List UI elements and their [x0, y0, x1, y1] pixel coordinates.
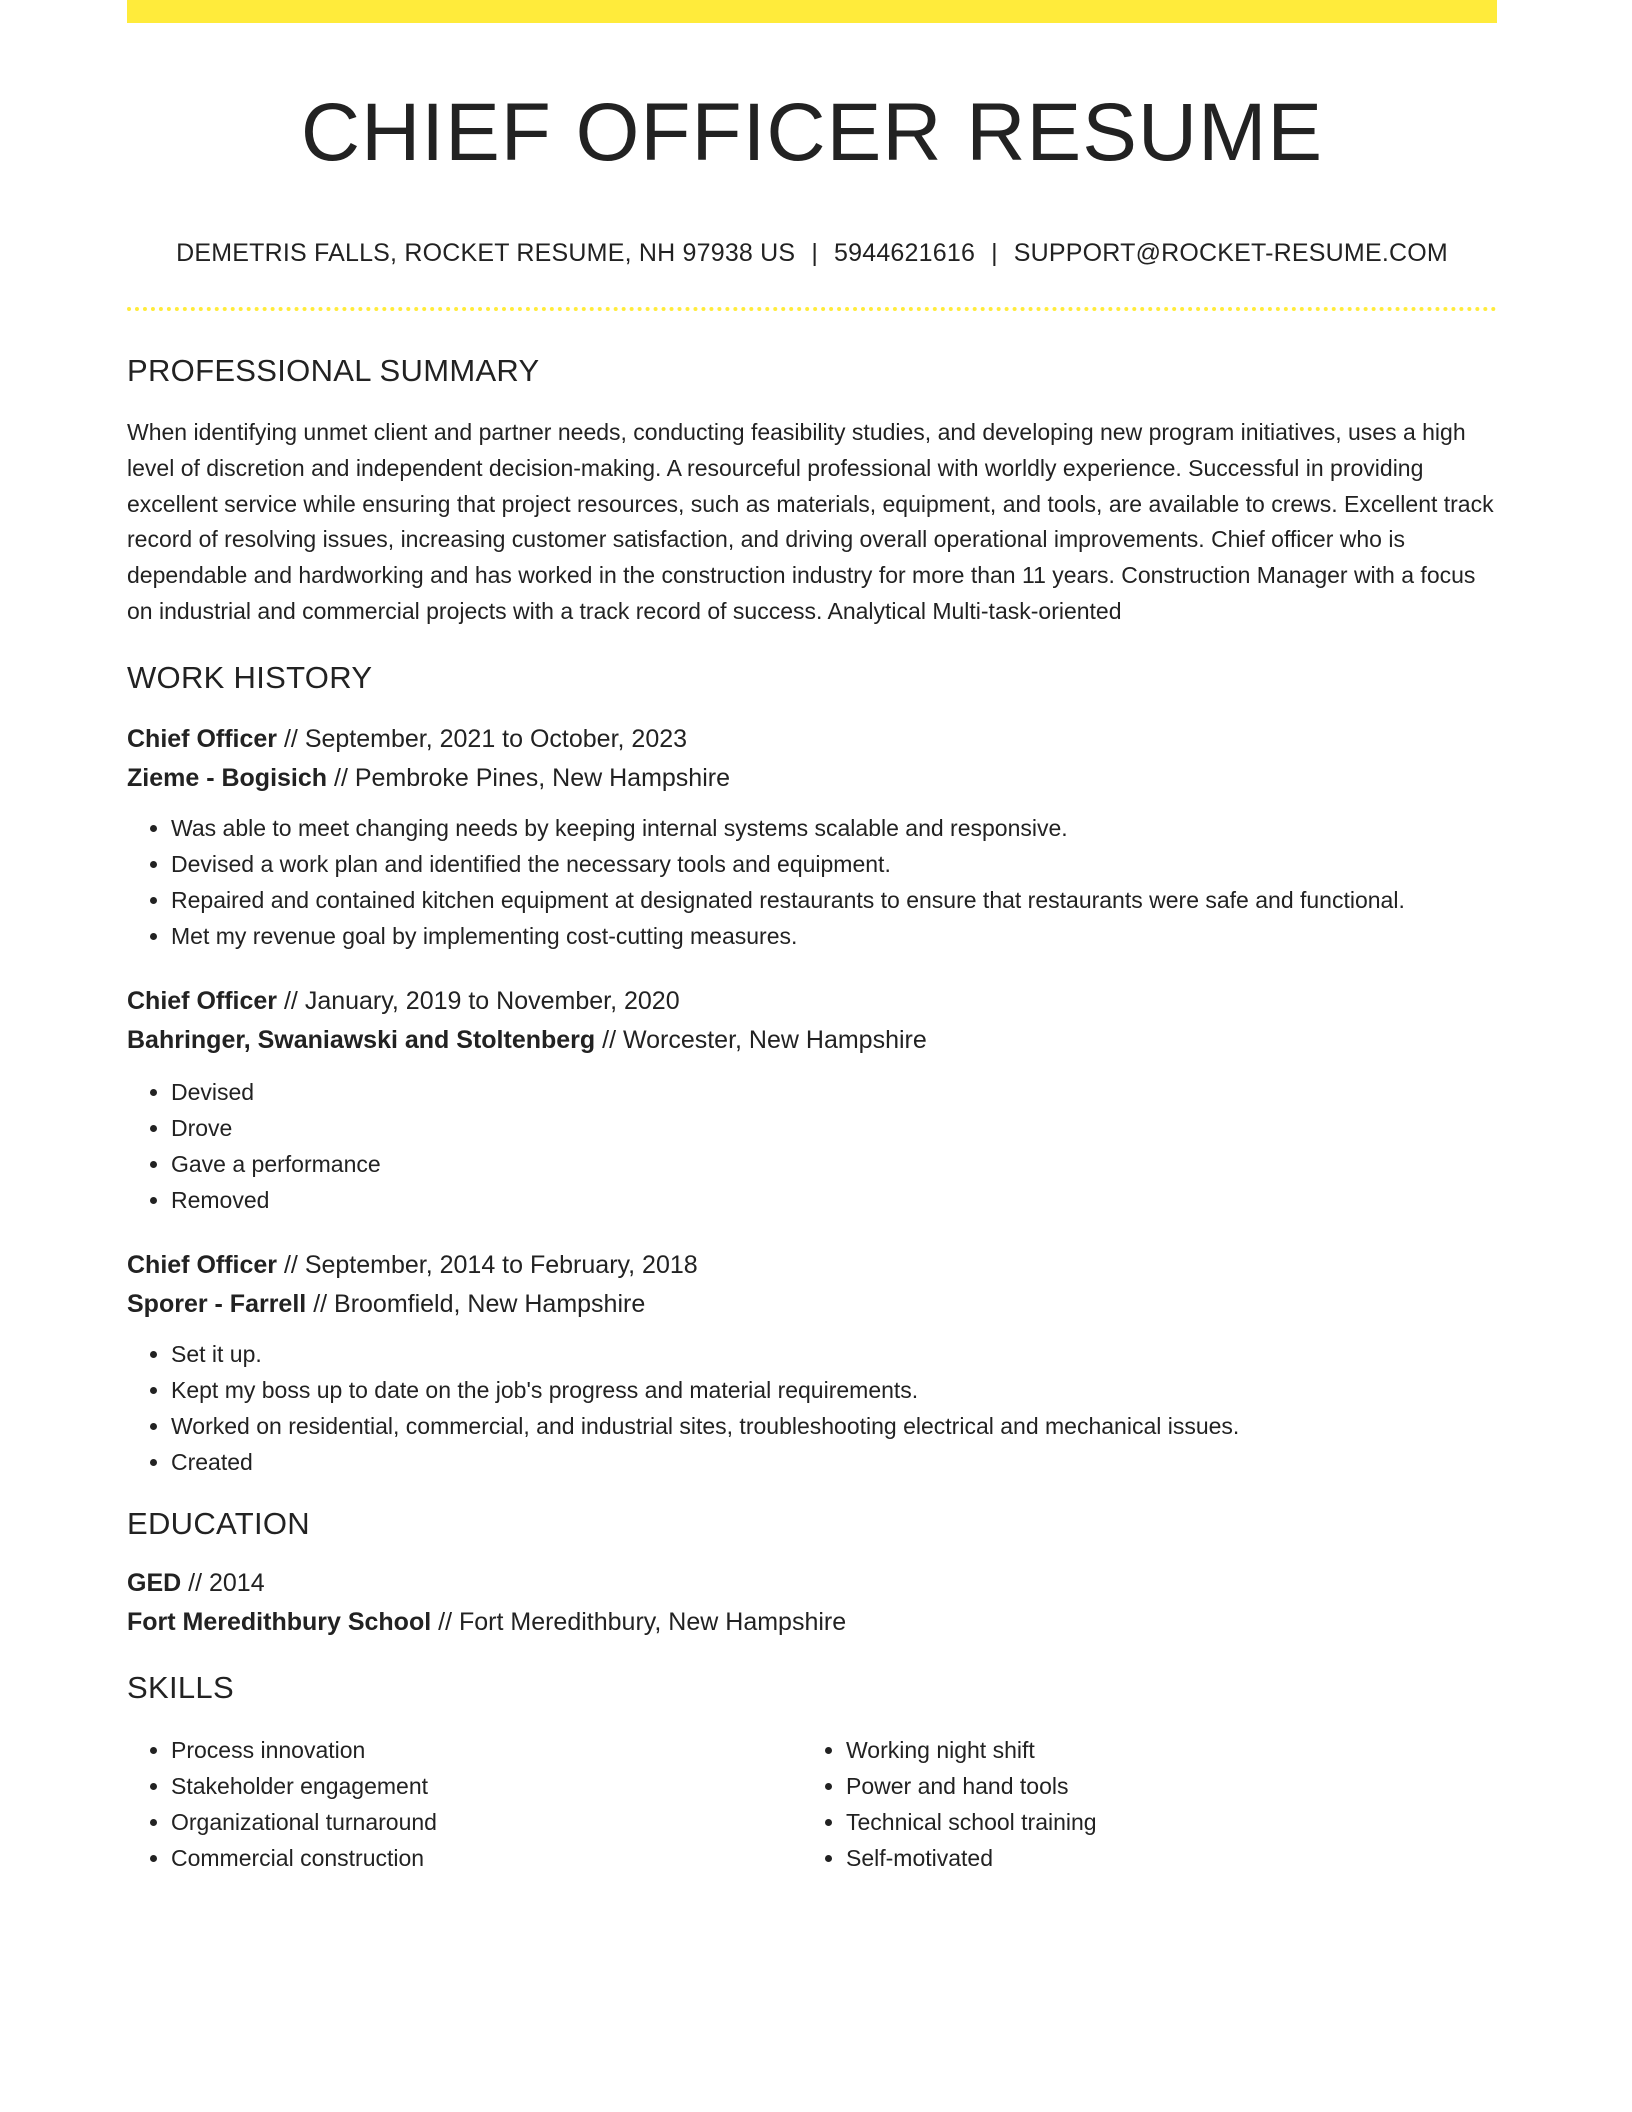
job-entry — [127, 1246, 1497, 1480]
skill-item: • Organizational turnaround — [171, 1804, 802, 1840]
list-item: • Removed — [171, 1182, 1497, 1218]
skill-item: • Technical school training — [846, 1804, 1477, 1840]
skills-columns — [127, 1732, 1497, 1876]
contact-phone: 5944621616 — [834, 239, 976, 267]
skill-item: • Power and hand tools — [846, 1768, 1477, 1804]
education-school-line — [127, 1603, 1497, 1642]
job-bullets — [127, 1074, 1497, 1218]
summary-heading: PROFESSIONAL SUMMARY — [127, 353, 540, 388]
contact-separator: | — [991, 239, 998, 267]
skills-list-right — [802, 1732, 1477, 1876]
list-item: • Repaired and contained kitchen equipment at designated restaurants to ensure that restaurants were safe and functional. — [171, 882, 1497, 918]
job-location: // Broomfield, New Hampshire — [313, 1289, 646, 1318]
list-item: • Created — [171, 1444, 1497, 1480]
skills-heading: SKILLS — [127, 1669, 234, 1705]
contact-separator: | — [811, 239, 819, 267]
education-location: // Fort Meredithbury, New Hampshire — [438, 1607, 847, 1636]
list-item: • Set it up. — [171, 1336, 1497, 1372]
job-dates: // September, 2014 to February, 2018 — [283, 1250, 698, 1279]
top-accent-bar — [127, 0, 1497, 23]
education-degree: GED — [127, 1568, 182, 1597]
skills-column-left — [127, 1732, 802, 1876]
education-entry — [127, 1564, 1497, 1642]
list-item: • Worked on residential, commercial, and industrial sites, troubleshooting electrical and mechanical issues. — [171, 1408, 1497, 1444]
education-school: Fort Meredithbury School — [127, 1607, 432, 1636]
list-item: • Drove — [171, 1110, 1497, 1146]
job-location: // Worcester, New Hampshire — [602, 1025, 927, 1054]
skill-item: • Working night shift — [846, 1732, 1477, 1768]
job-dates: // September, 2021 to October, 2023 — [283, 724, 688, 753]
skill-item: • Commercial construction — [171, 1840, 802, 1876]
education-year: // 2014 — [188, 1568, 265, 1597]
list-item: • Devised — [171, 1074, 1497, 1110]
list-item: • Gave a performance — [171, 1146, 1497, 1182]
job-company: Zieme - Bogisich — [127, 763, 328, 792]
job-entry — [127, 982, 1497, 1218]
skill-item: • Process innovation — [171, 1732, 802, 1768]
list-item: • Was able to meet changing needs by keeping internal systems scalable and responsive. — [171, 810, 1497, 846]
job-company: Sporer - Farrell — [127, 1289, 307, 1318]
list-item: • Kept my boss up to date on the job's progress and material requirements. — [171, 1372, 1497, 1408]
contact-address: DEMETRIS FALLS, ROCKET RESUME, NH 97938 US — [176, 239, 796, 267]
job-company: Bahringer, Swaniawski and Stoltenberg — [127, 1025, 596, 1054]
job-title: Chief Officer — [127, 1250, 278, 1279]
contact-line — [127, 237, 1497, 269]
job-bullets — [127, 810, 1497, 954]
resume-title: CHIEF OFFICER RESUME — [300, 87, 1324, 178]
summary-text: When identifying unmet client and partner needs, conducting feasibility studies, and developing new program initiatives, uses a high level of discretion and independent decision-making. A resourceful professional with worldly experience. Successful in providing excellent service while ensuring that project resources, such as materials, equipment, and tools, are available to crews. Excellent track record of resolving issues, increasing customer satisfaction, and driving overall operational improvements. Chief officer who is dependable and hardworking and has worked in the construction industry for more than 11 years. Construction Manager with a focus on industrial and commercial projects with a track record of success. Analytical Multi-task-oriented — [127, 419, 1494, 624]
list-item: • Met my revenue goal by implementing cost-cutting measures. — [171, 918, 1497, 954]
job-title-line — [127, 982, 1497, 1021]
skill-item: • Stakeholder engagement — [171, 1768, 802, 1804]
job-title: Chief Officer — [127, 986, 278, 1015]
job-title-line — [127, 1246, 1497, 1285]
skill-item: • Self-motivated — [846, 1840, 1477, 1876]
job-bullets — [127, 1336, 1497, 1480]
dotted-divider — [127, 307, 1497, 311]
education-degree-line — [127, 1564, 1497, 1603]
education-heading: EDUCATION — [127, 1505, 310, 1541]
job-title-line — [127, 720, 1497, 759]
job-company-line — [127, 1021, 1497, 1060]
job-company-line — [127, 759, 1497, 798]
list-item: • Devised a work plan and identified the necessary tools and equipment. — [171, 846, 1497, 882]
job-company-line — [127, 1285, 1497, 1324]
skills-list-left — [127, 1732, 802, 1876]
skills-column-right — [802, 1732, 1477, 1876]
job-entry — [127, 720, 1497, 954]
contact-email: SUPPORT@ROCKET-RESUME.COM — [1013, 239, 1448, 267]
job-dates: // January, 2019 to November, 2020 — [283, 986, 680, 1015]
resume-content — [127, 0, 1497, 1876]
work-history-heading: WORK HISTORY — [127, 659, 373, 695]
job-location: // Pembroke Pines, New Hampshire — [334, 763, 730, 792]
job-title: Chief Officer — [127, 724, 278, 753]
